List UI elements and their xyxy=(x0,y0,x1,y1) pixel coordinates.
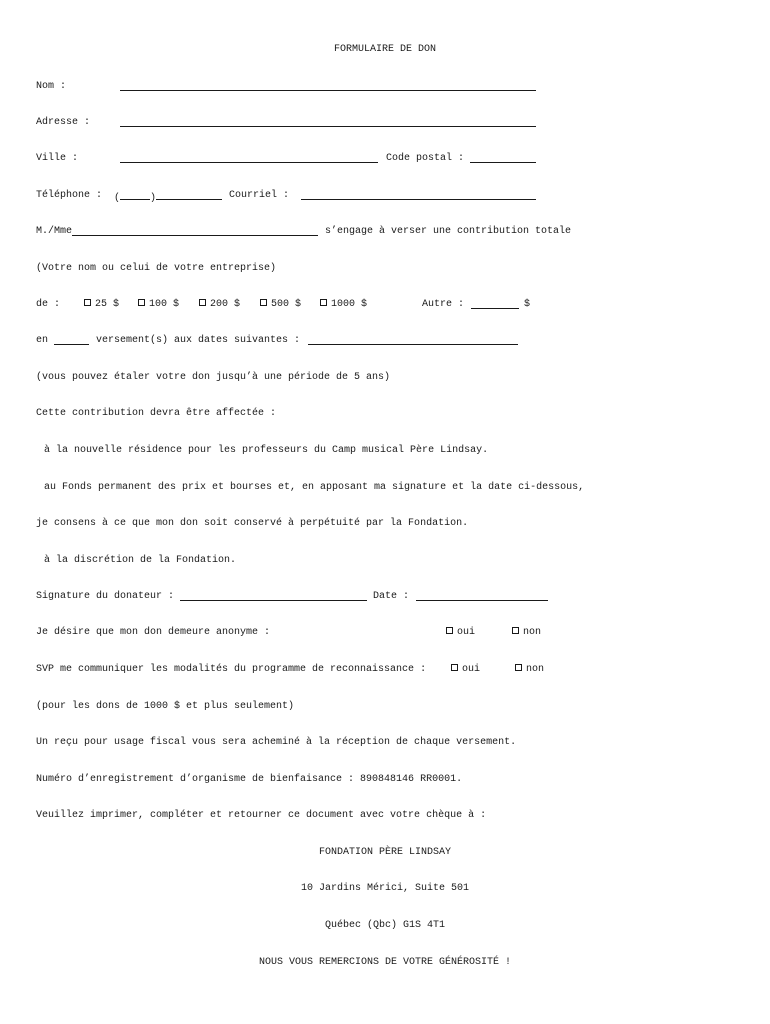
anonyme-oui[interactable]: oui xyxy=(446,627,475,639)
label-adresse: Adresse : xyxy=(36,117,91,128)
label-code-postal: Code postal : xyxy=(386,153,465,164)
field-adresse[interactable] xyxy=(120,117,536,132)
autre-unit: $ xyxy=(524,299,531,310)
field-nom[interactable] xyxy=(120,81,536,96)
affect-option-fonds[interactable]: au Fonds permanent des prix et bourses et, en apposant ma signature et la date ci-dessous, xyxy=(44,482,585,493)
field-ville[interactable] xyxy=(120,153,378,168)
option-25[interactable]: 25 $ xyxy=(84,299,119,311)
numero-enregistrement: Numéro d’enregistrement d’organisme de bienfaisance : 890848146 RR0001. xyxy=(36,774,463,785)
label-date: Date : xyxy=(373,591,410,602)
checkbox-icon xyxy=(199,299,206,306)
reconnaissance-oui[interactable]: oui xyxy=(451,664,480,676)
checkbox-icon xyxy=(446,627,453,634)
engage-text: s’engage à verser une contribution totale xyxy=(325,226,572,237)
checkbox-icon xyxy=(84,299,91,306)
note-etaler: (vous pouvez étaler votre don jusqu’à une période de 5 ans) xyxy=(36,372,391,383)
address-city: Québec (Qbc) G1S 4T1 xyxy=(324,920,446,931)
note-1000: (pour les dons de 1000 $ et plus seulement) xyxy=(36,701,295,712)
form-title: FORMULAIRE DE DON xyxy=(333,44,437,55)
label-autre: Autre : xyxy=(422,299,465,310)
checkbox-icon xyxy=(320,299,327,306)
label-telephone: Téléphone : xyxy=(36,190,103,201)
field-courriel[interactable] xyxy=(301,190,536,205)
field-signature[interactable] xyxy=(180,591,367,606)
field-date[interactable] xyxy=(416,591,548,606)
note-nom: (Votre nom ou celui de votre entreprise) xyxy=(36,263,277,274)
option-200[interactable]: 200 $ xyxy=(199,299,240,311)
label-de: de : xyxy=(36,299,61,310)
label-signature: Signature du donateur : xyxy=(36,591,175,602)
checkbox-icon xyxy=(138,299,145,306)
label-mme: M./Mme xyxy=(36,226,73,237)
checkbox-icon xyxy=(515,664,522,671)
field-code-postal[interactable] xyxy=(470,153,536,168)
affect-option-residence[interactable]: à la nouvelle résidence pour les professeurs du Camp musical Père Lindsay. xyxy=(44,445,489,456)
checkbox-icon xyxy=(451,664,458,671)
label-ville: Ville : xyxy=(36,153,79,164)
anonyme-question: Je désire que mon don demeure anonyme : xyxy=(36,627,271,638)
checkbox-icon xyxy=(512,627,519,634)
label-courriel: Courriel : xyxy=(229,190,290,201)
field-nb-versements[interactable] xyxy=(54,335,89,350)
field-dates[interactable] xyxy=(308,335,518,350)
versements-text: versement(s) aux dates suivantes : xyxy=(96,335,301,346)
imprimer-text: Veuillez imprimer, compléter et retourner ce document avec votre chèque à : xyxy=(36,810,487,821)
anonyme-non[interactable]: non xyxy=(512,627,541,639)
address-street: 10 Jardins Mérici, Suite 501 xyxy=(300,883,470,894)
label-nom: Nom : xyxy=(36,81,67,92)
recu-text: Un reçu pour usage fiscal vous sera acheminé à la réception de chaque versement. xyxy=(36,737,517,748)
field-autre[interactable] xyxy=(471,299,519,314)
affect-option-fonds-cont: je consens à ce que mon don soit conservé à perpétuité par la Fondation. xyxy=(36,518,469,529)
affectee-text: Cette contribution devra être affectée : xyxy=(36,408,277,419)
reconnaissance-non[interactable]: non xyxy=(515,664,544,676)
label-en: en xyxy=(36,335,49,346)
thanks-text: NOUS VOUS REMERCIONS DE VOTRE GÉNÉROSITÉ ! xyxy=(258,957,512,968)
checkbox-icon xyxy=(260,299,267,306)
option-100[interactable]: 100 $ xyxy=(138,299,179,311)
option-500[interactable]: 500 $ xyxy=(260,299,301,311)
field-telephone[interactable]: ( ) xyxy=(114,190,222,205)
address-org: FONDATION PÈRE LINDSAY xyxy=(318,847,452,858)
option-1000[interactable]: 1000 $ xyxy=(320,299,367,311)
affect-option-discretion[interactable]: à la discrétion de la Fondation. xyxy=(44,555,237,566)
field-mme[interactable] xyxy=(72,226,318,241)
reconnaissance-question: SVP me communiquer les modalités du programme de reconnaissance : xyxy=(36,664,427,675)
